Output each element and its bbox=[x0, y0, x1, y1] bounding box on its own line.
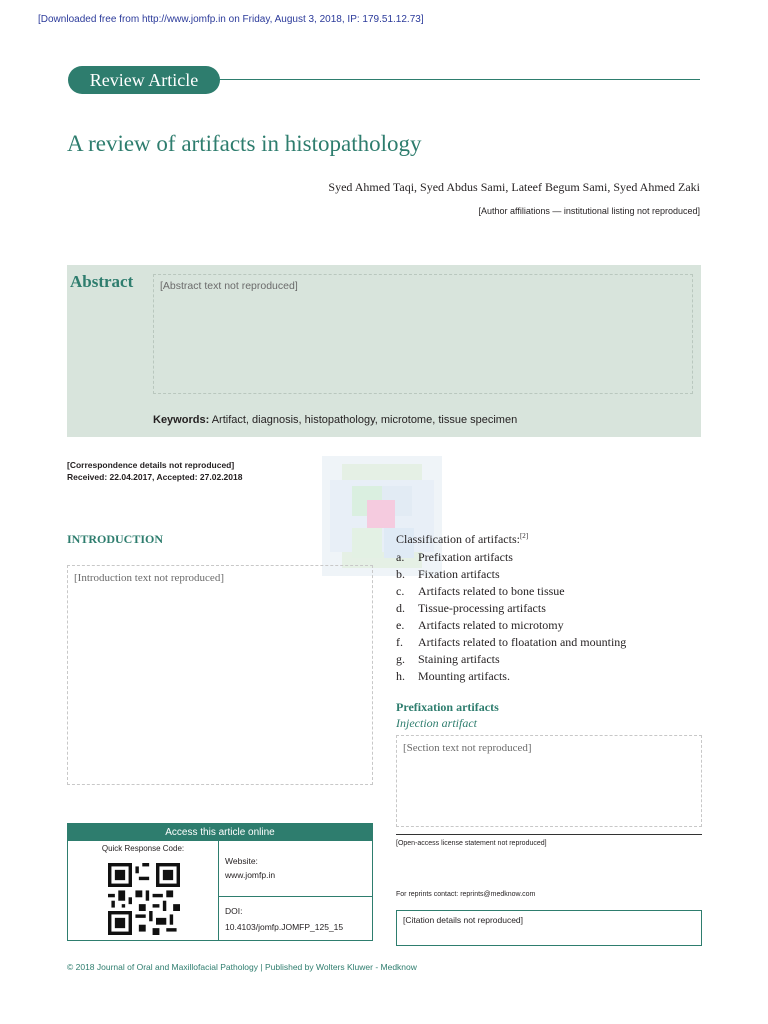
keywords-list: Artifact, diagnosis, histopathology, microtome, tissue specimen bbox=[211, 414, 518, 426]
keywords bbox=[153, 414, 517, 426]
qr-label: Quick Response Code: bbox=[101, 844, 185, 853]
citation-box: [Citation details not reproduced] bbox=[396, 910, 702, 946]
list-item: d. Tissue-processing artifacts bbox=[396, 601, 546, 615]
classification-ref: [2] bbox=[519, 532, 529, 540]
classification-heading-text: Classification of artifacts: bbox=[396, 532, 520, 546]
classification-heading bbox=[396, 532, 702, 547]
list-item: c. Artifacts related to bone tissue bbox=[396, 584, 565, 598]
received-dates: Received: 22.04.2017, Accepted: 27.02.2018 bbox=[67, 472, 243, 482]
list-item: h. Mounting artifacts. bbox=[396, 669, 510, 683]
list-item: b. Fixation artifacts bbox=[396, 567, 500, 581]
list-item: g. Staining artifacts bbox=[396, 652, 500, 666]
prefixation-body: [Section text not reproduced] bbox=[396, 735, 702, 827]
list-item: f. Artifacts related to floatation and mounting bbox=[396, 635, 627, 649]
abstract-body: [Abstract text not reproduced] bbox=[153, 274, 693, 394]
keywords-label: Keywords: bbox=[153, 414, 210, 426]
introduction-body: [Introduction text not reproduced] bbox=[67, 565, 373, 785]
list-item: a. Prefixation artifacts bbox=[396, 550, 513, 564]
right-column bbox=[396, 532, 702, 827]
prefixation-heading: Prefixation artifacts bbox=[396, 700, 499, 714]
header-rule bbox=[190, 79, 700, 80]
download-note: [Downloaded free from http://www.jomfp.in on Friday, August 3, 2018, IP: 179.51.12.73] bbox=[38, 14, 424, 25]
website-doi-area bbox=[219, 841, 372, 940]
access-heading: Access this article online bbox=[68, 824, 372, 841]
article-type-badge: Review Article bbox=[68, 66, 220, 94]
license-note: [Open-access license statement not reproduced] bbox=[396, 840, 547, 847]
injection-artifact-subheading: Injection artifact bbox=[396, 716, 477, 730]
website-link[interactable]: www.jomfp.in bbox=[225, 870, 276, 880]
list-item: e. Artifacts related to microtomy bbox=[396, 618, 564, 632]
author-list: Syed Ahmed Taqi, Syed Abdus Sami, Lateef Begum Sami, Syed Ahmed Zaki bbox=[328, 180, 700, 194]
introduction-heading: INTRODUCTION bbox=[67, 532, 164, 546]
abstract-heading: Abstract bbox=[70, 272, 134, 291]
qr-area bbox=[68, 841, 219, 940]
classification-list bbox=[396, 550, 702, 686]
access-online-box bbox=[67, 823, 373, 941]
qr-code-icon[interactable] bbox=[108, 863, 180, 935]
page-footer: © 2018 Journal of Oral and Maxillofacial Pathology | Published by Wolters Kluwer - Medknow bbox=[67, 962, 417, 972]
article-title: A review of artifacts in histopathology bbox=[67, 131, 422, 156]
left-column bbox=[67, 532, 373, 785]
access-divider bbox=[219, 896, 372, 897]
correspondence-details: [Correspondence details not reproduced] bbox=[67, 460, 235, 470]
license-rule bbox=[396, 834, 702, 835]
affiliations: [Author affiliations — institutional listing not reproduced] bbox=[478, 206, 700, 216]
website-label: Website: bbox=[225, 856, 258, 866]
doi-link[interactable]: 10.4103/jomfp.JOMFP_125_15 bbox=[225, 922, 344, 932]
reprints-contact: For reprints contact: reprints@medknow.com bbox=[396, 891, 536, 898]
doi-label: DOI: bbox=[225, 906, 243, 916]
